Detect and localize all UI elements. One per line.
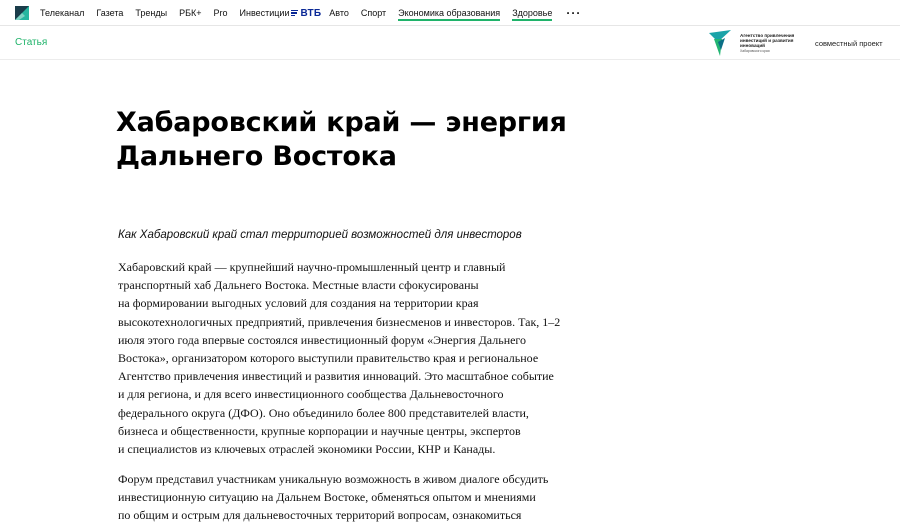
paragraph-line: июля этого года впервые состоялся инвестиционный форум «Энергия Дальнего	[118, 332, 527, 347]
paragraph-line: федерального округа (ДФО). Оно объединило более 800 представителей власти,	[118, 405, 529, 420]
section-link-article[interactable]: Статья	[15, 37, 48, 48]
nav-item-investments-label: Инвестиции	[239, 8, 290, 18]
nav-item-trends[interactable]: Тренды	[135, 8, 168, 18]
paragraph-line: и специалистов из ключевых отраслей экономики России, КНР и Канады.	[118, 442, 496, 457]
partner-subtitle: Хабаровского края	[740, 49, 770, 53]
paragraph-line: Хабаровский край — крупнейший научно-промышленный центр и главный	[118, 260, 506, 274]
paragraph-line: по общим и острым для дальневосточных территорий вопросам, ознакомиться	[118, 508, 522, 523]
nav-item-pro[interactable]: Pro	[213, 8, 228, 18]
joint-project-label: совместный проект	[815, 39, 883, 48]
nav-item-newspaper[interactable]: Газета	[96, 8, 124, 18]
vtb-bars-icon	[291, 10, 298, 17]
nav-item-sport[interactable]: Спорт	[360, 8, 387, 18]
article-title-line: Хабаровский край — энергия	[116, 107, 567, 138]
paragraph-line: инвестиционную ситуацию на Дальнем Востоке, обменяться опытом и мнениями	[118, 490, 536, 505]
vtb-logo	[291, 8, 321, 19]
nav-item-tv[interactable]: Телеканал	[40, 8, 85, 18]
nav-item-health[interactable]: Здоровье	[512, 0, 552, 26]
nav-item-investments[interactable]	[240, 0, 322, 26]
paragraph-line: Востока», организатором которого выступили правительство края и региональное	[118, 351, 539, 366]
partner-logo-icon[interactable]	[709, 30, 731, 56]
paragraph-line: высокотехнологичных предприятий, привлечения бизнесменов и инвесторов. Так, 1–2	[118, 314, 561, 329]
paragraph-line: Форум представил участникам уникальную возможность в живом диалоге обсудить	[118, 472, 549, 486]
paragraph-line: транспортный хаб Дальнего Востока. Местные власти сфокусированы	[118, 278, 479, 293]
paragraph-line: Агентство привлечения инвестиций и развития инноваций. Это масштабное событие	[118, 369, 554, 384]
article-paragraph	[118, 470, 608, 525]
article-paragraph	[118, 258, 608, 458]
nav-item-rbc-plus[interactable]: РБК+	[179, 8, 202, 18]
nav-item-auto[interactable]: Авто	[329, 8, 349, 18]
nav-list	[40, 0, 581, 26]
sub-header	[0, 26, 900, 60]
rbc-logo-icon[interactable]	[15, 6, 29, 20]
more-menu-icon[interactable]: ···	[566, 6, 582, 20]
article-title	[116, 106, 636, 174]
partner-name: Агентство привлечения инвестиций и развития инноваций	[740, 33, 795, 48]
top-navigation	[0, 0, 900, 26]
article-title-line: Дальнего Востока	[116, 141, 397, 172]
paragraph-line: на формировании выгодных условий для создания на территории края	[118, 296, 479, 311]
paragraph-line: бизнеса и общественности, крупные корпорации и научные центры, экспертов	[118, 423, 521, 438]
paragraph-line: и для региона, и для всего инвестиционного сообщества Дальневосточного	[118, 387, 504, 402]
article-lead: Как Хабаровский край стал территорией возможностей для инвесторов	[118, 229, 522, 241]
nav-item-education-economics[interactable]: Экономика образования	[398, 0, 500, 26]
vtb-label: ВТБ	[300, 7, 322, 19]
